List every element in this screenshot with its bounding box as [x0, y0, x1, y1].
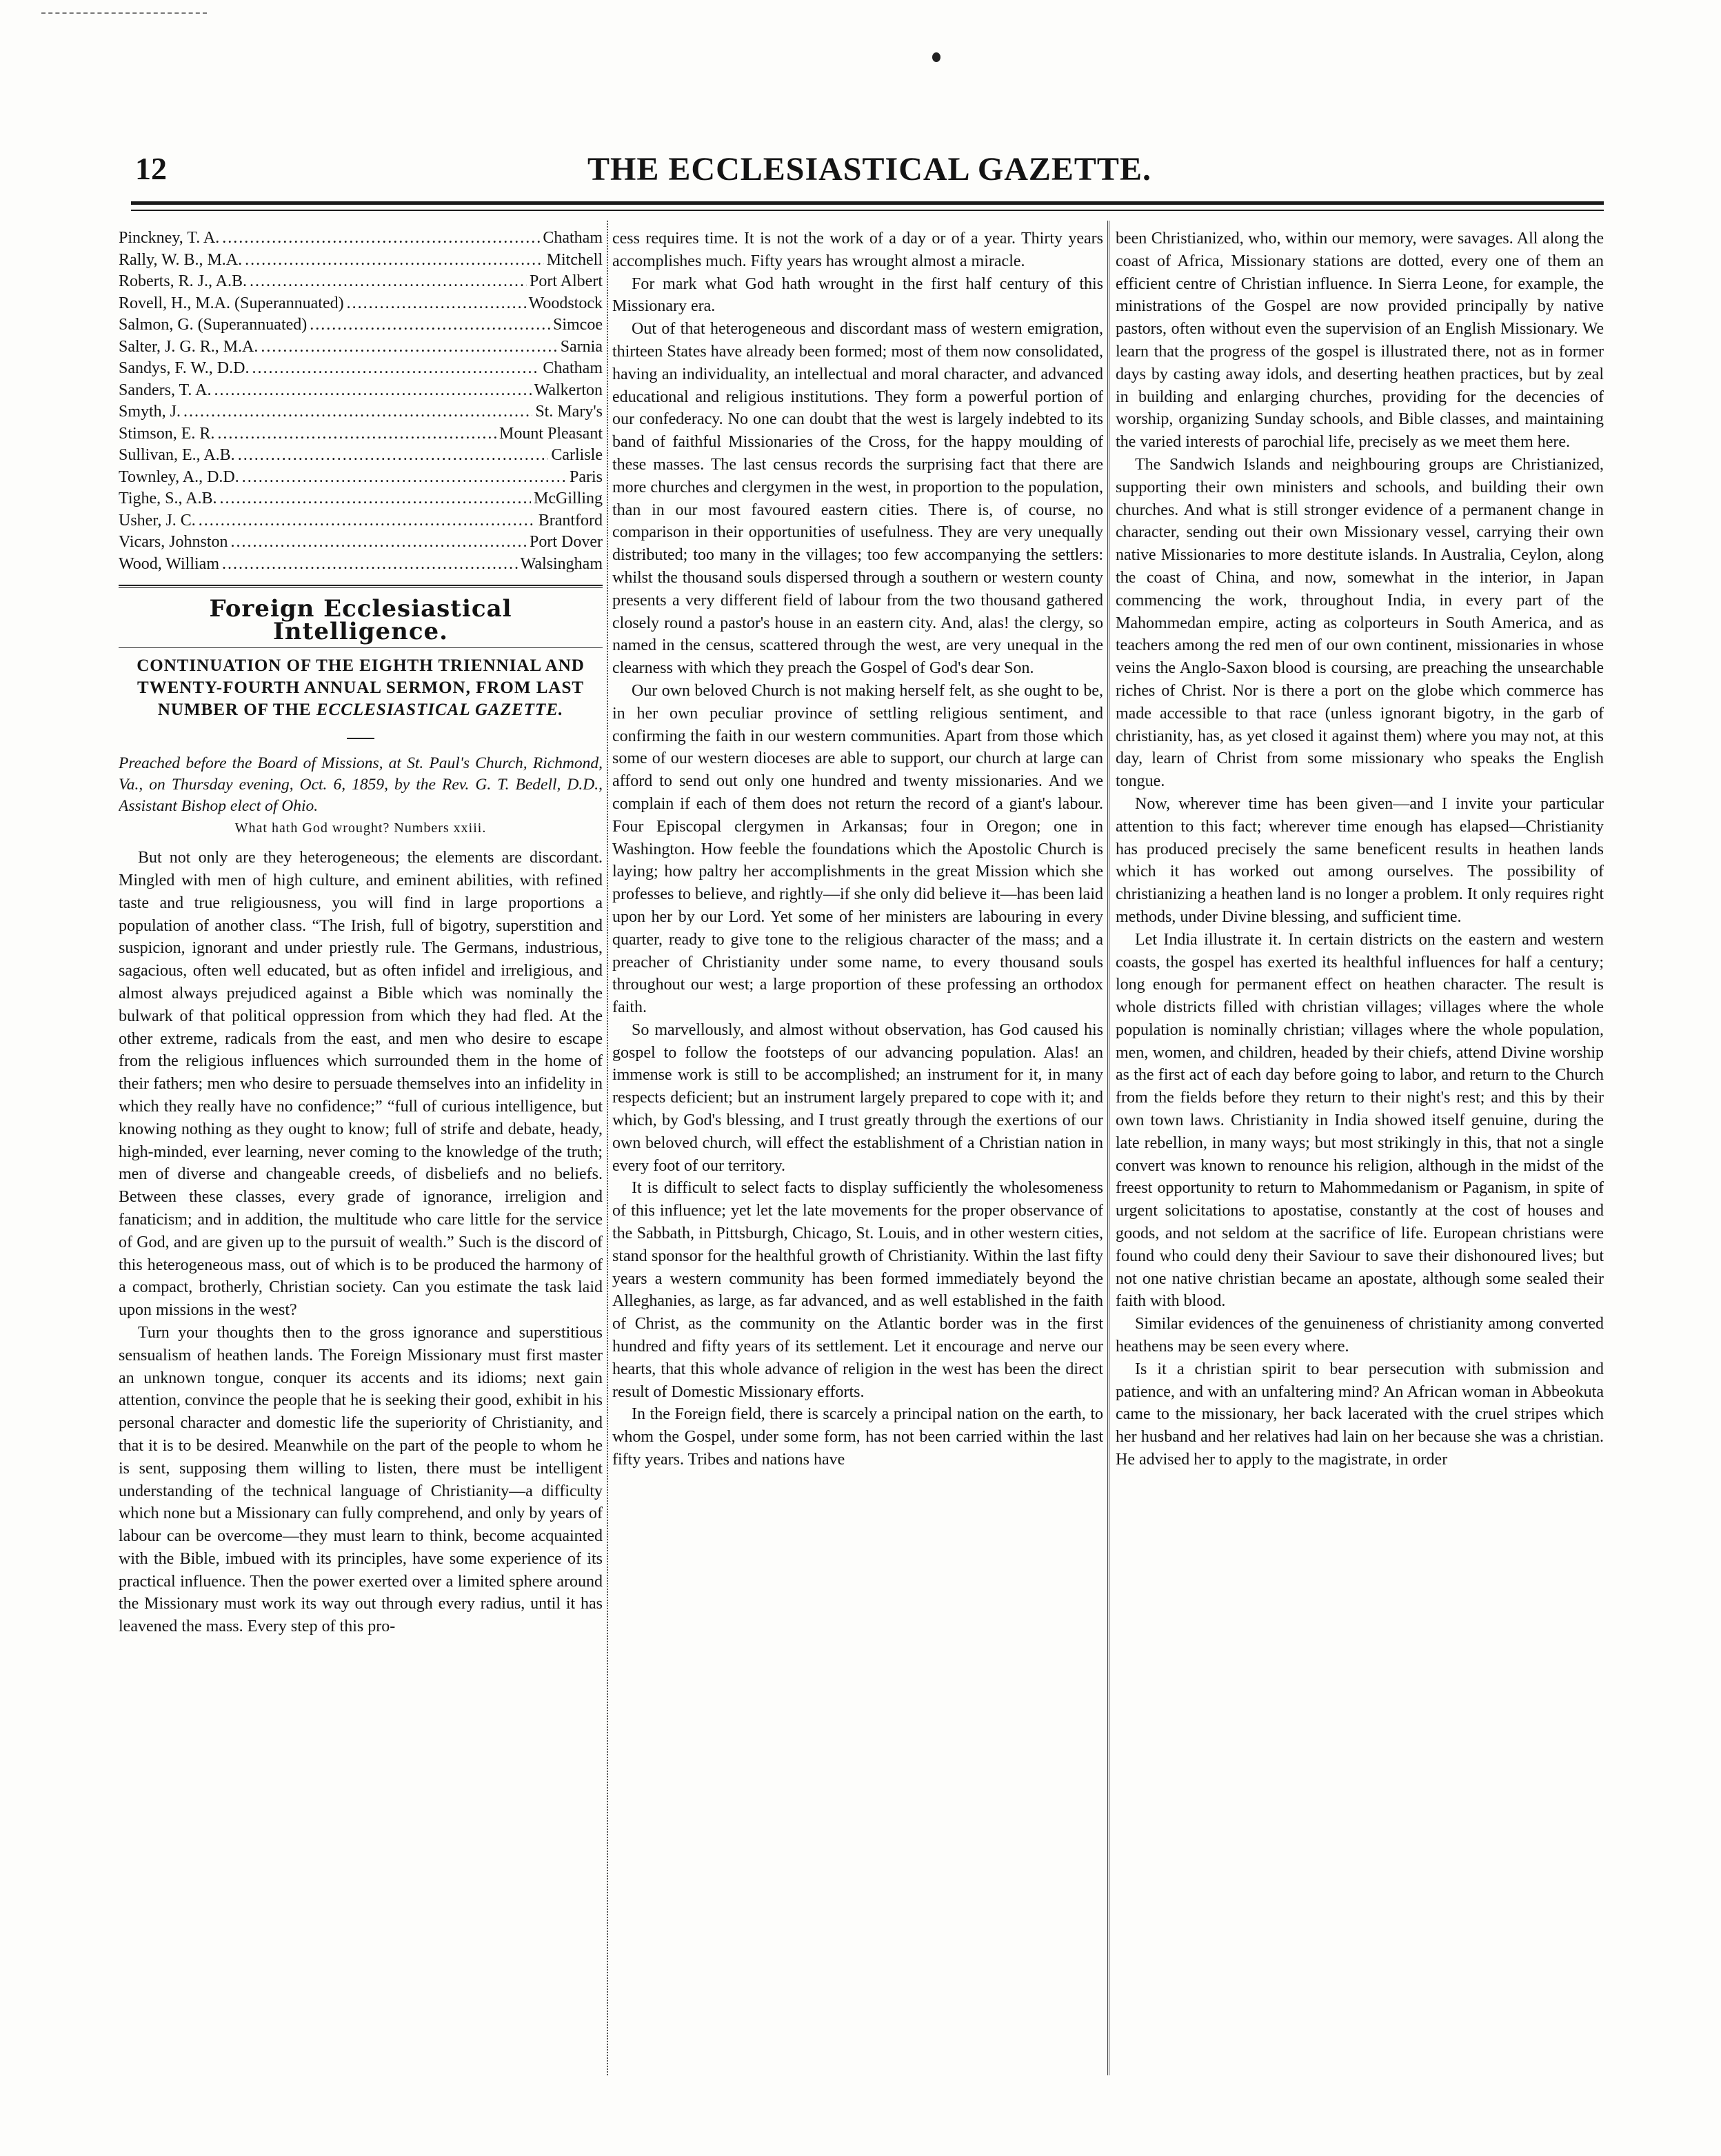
list-item: Smyth, J. ..... St. Mary's	[119, 401, 603, 423]
paragraph: So marvellously, and almost without observation, has God caused his gospel to follow the footsteps of our advancing population. Alas! an immense work is still to be accomplished; an instrument for it, in many respects deficient; but an instrument largely prepared to cope with it; and which, by God's blessing, and I trust greatly through the exertions of our own beloved church, will effect the establishment of a Christian nation in every foot of our territory.	[612, 1020, 1103, 1175]
paragraph: It is difficult to select facts to display sufficiently the wholesomeness of this influence; yet let the late movements for the proper observance of the Sabbath, in Pittsburgh, Chicago, St. Louis, and in other western cities, stand sponsor for the healthful growth of Christianity. Within the last fifty years a western community has been formed immediately beyond the Alleghanies, as large, as far advanced, and as well established in the faith of Christ, as the community on the Atlantic border was in the first hundred and fifty years of its settlement. Let it encourage and nerve our hearts, that this whole advance of religion in the west has been the direct result of Domestic Missionary efforts.	[612, 1179, 1103, 1401]
list-item: Sullivan, E., A.B. ..... Carlisle	[119, 445, 603, 467]
paragraph: Now, wherever time has been given—and I invite your particular attention to this fact; wherever time enough has elapsed—Christianity has produced precisely the same beneficent results in heathen lands which it has worked out among ourselves. The possibility of christianizing a heathen land is no longer a problem. It only requires right methods, under Divine blessing, and sufficient time.	[1116, 794, 1604, 926]
paragraph: In the Foreign field, there is scarcely a principal nation on the earth, to whom the Gospel, under some form, has not been carried within the last fifty years. Tribes and nations have	[612, 1405, 1103, 1469]
divider	[119, 585, 603, 586]
list-item: Sandys, F. W., D.D. ..... Chatham	[119, 358, 603, 380]
paragraph: Out of that heterogeneous and discordant mass of western emigration, thirteen States have already been formed; most of them now consolidated, having an individuality, an intellectual and moral character, and advanced educational and religious institutions. They form a powerful portion of our confederacy. No one can doubt that the west is largely indebted to its band of faithful Missionaries of the Cross, for the happy moulding of these masses. The last census records the surprising fact that there are more churches and clergymen in the west, in proportion to the population, than in our most favoured eastern cities. There is, of course, no comparison in their opportunities of usefulness. They are very unequally distributed; too many in the villages; too few accompanying the settlers: whilst the thousand souls dispersed through a southern or western county presents a very different field of labour from the two thousand gathered closely round a pastor's house in an eastern city. And, alas! the clergy, so named in the census, scattered through the west, are very unequal in the clearness with which they preach the Gospel of God's dear Son.	[612, 320, 1103, 678]
ink-dot	[932, 52, 940, 62]
paragraph: Is it a christian spirit to bear persecution with submission and patience, and with an unfaltering mind? An African woman in Abbeokuta came to the missionary, her back lacerated with the cruel stripes which her husband and her relatives had lain on her because she was a christian. He advised her to apply to the magistrate, in order	[1116, 1360, 1604, 1469]
list-item: Usher, J. C. ..... Brantford	[119, 510, 603, 532]
list-item: Tighe, S., A.B. ..... McGilling	[119, 488, 603, 510]
clergy-list	[119, 228, 603, 575]
header-rule	[131, 201, 1604, 205]
list-item: Vicars, Johnston ..... Port Dover	[119, 532, 603, 554]
header-rule-thin	[131, 210, 1604, 211]
list-item: Salmon, G. (Superannuated) ..... Simcoe	[119, 314, 603, 336]
list-item: Rally, W. B., M.A. ..... Mitchell	[119, 250, 603, 272]
column-2	[612, 228, 1103, 2075]
scan-mark	[41, 12, 207, 18]
paragraph: been Christianized, who, within our memory, were savages. All along the coast of Africa, Missionary stations are dotted, every one of them an efficient centre of Christian influence. In Sierra Leone, for example, the ministrations of the Gospel are now provided principally by native pastors, often without even the supervision of an English Missionary. We learn that the progress of the gospel is illustrated there, not as in former days by casting away idols, and deserting heathen practices, but by zeal in building and enlarging churches, providing for the decencies of worship, organizing Sunday schools, and Bible classes, and maintaining the varied interests of parochial life, precisely as we meet them here.	[1116, 230, 1604, 452]
paragraph: Turn your thoughts then to the gross ignorance and superstitious sensualism of heathen lands. The Foreign Missionary must first master an unknown tongue, conquer its accents and its idioms; next gain attention, convince the people that he is seeking their good, exhibit in his personal character and domestic life the superiority of Christianity, and that it is to be desired. Meanwhile on the part of the people to whom he is sent, supposing them willing to listen, there must be intelligent understanding of the technical language of Christianity—a difficulty which none but a Missionary can fully comprehend, and only by years of labour can be overcome—they must learn to think, become acquainted with the Bible, imbued with its principles, have some experience of its practical influence. Then the power exerted over a limited sphere around the Missionary must work its way out through every radius, until it has leavened the mass. Every step of this pro-	[119, 1323, 603, 1636]
column-3	[1116, 228, 1604, 2075]
article-title: CONTINUATION OF THE EIGHTH TRIENNIAL AND TWENTY-FOURTH ANNUAL SERMON, FROM LAST NUMBER OF THE ECCLESIASTICAL GAZETTE.	[137, 656, 585, 719]
paragraph: Let India illustrate it. In certain districts on the eastern and western coasts, the gospel has exerted its healthful influences for half a century; long enough for permanent effect on heathen character. The result is whole districts filled with christian villages; villages where the whole population is nominally christian; villages where the whole population, men, women, and children, headed by their chiefs, attend Divine worship as the first act of each day before going to labor, and return to the Church from the fields before they return to their night's rest; and this by their own town laws. Christianity in India showed itself genuine, during the late rebellion, in many ways; but most strikingly in this, that not a single convert was known to renounce his religion, although in the midst of the freest opportunity to return to Mahommedanism or Paganism, in spite of urgent solicitations to apostatise, constantly at the cost of houses and goods, and not seldom at the sacrifice of life. European christians were found who could deny their Saviour to save their dishonoured lives; but not one native christian became an apostate, although some sealed their faith with blood.	[1116, 930, 1604, 1311]
column-1	[119, 228, 603, 2075]
scripture-reference: What hath God wrought? Numbers xxiii.	[234, 820, 487, 836]
list-item: Roberts, R. J., A.B. ..... Port Albert	[119, 271, 603, 293]
list-item: Salter, J. G. R., M.A. ..... Sarnia	[119, 336, 603, 359]
paragraph: cess requires time. It is not the work of a day or of a year. Thirty years accomplishes much. Fifty years has wrought almost a miracle.	[612, 230, 1103, 270]
page-header	[135, 150, 1604, 192]
paragraph: Similar evidences of the genuineness of christianity among converted heathens may be seen every where.	[1116, 1315, 1604, 1356]
preached-note: Preached before the Board of Missions, at St. Paul's Church, Richmond, Va., on Thursday evening, Oct. 6, 1859, by the Rev. G. T. Bedell, D.D., Assistant Bishop elect of Ohio.	[119, 754, 603, 816]
paragraph: For mark what God hath wrought in the first half century of this Missionary era.	[612, 274, 1103, 316]
list-item: Townley, A., D.D. ..... Paris	[119, 467, 603, 489]
paragraph: Our own beloved Church is not making herself felt, as she ought to be, in her own peculiar province of settling religious sentiment, and confirming the faith in our western communities. Apart from those which some of our western dioceses are able to support, our church at large can afford to send out only one hundred and twenty missionaries. And we complain if each of them does not return the record of a giant's labour. Four Episcopal clergymen in Arkansas; four in Oregon; one in Washington. How feeble the foundations which the Apostolic Church is laying; how paltry her accomplishments in the great Mission which she professes to believe, and rightly—if she only did believe it—has been laid upon her by our Lord. Yet some of her ministers are labouring in every quarter, ready to give tone to the religious character of the mass; and a preacher of Christianity under some name, to every thousand souls throughout our west; a large proportion of these professing an orthodox faith.	[612, 681, 1103, 1017]
list-item: Stimson, E. R. ..... Mount Pleasant	[119, 423, 603, 445]
section-heading: Foreign Ecclesiastical Intelligence.	[209, 595, 512, 645]
list-item: Rovell, H., M.A. (Superannuated) ..... Woodstock	[119, 293, 603, 315]
paragraph: But not only are they heterogeneous; the elements are discordant. Mingled with men of high culture, and eminent abilities, with refined taste and true religiousness, you will find in large proportions a population of another class. “The Irish, full of bigotry, superstition and suspicion, ignorant and under priestly rule. The Germans, industrious, sagacious, often well educated, but as often infidel and irreligious, and almost always prejudiced against a Bible which was nominally the bulwark of that political oppression from which they had fled. At the other extreme, radicals from the east, and men who desire to escape from the religious influences which surrounded them in the home of their fathers; men who desire to persuade themselves into an infidelity in which they really have no confidence;” “full of curious intelligence, but knowing nothing as they ought to know; full of strife and debate, heady, high-minded, ever learning, never coming to the knowledge of the truth; men of diverse and changeable creeds, of disbeliefs and no beliefs. Between these classes, every grade of ignorance, irreligion and fanaticism; and in addition, the multitude who care little for the service of God, and are given up to the pursuit of wealth.” Such is the discord of this heterogeneous mass, out of which is to be produced the harmony of a compact, brotherly, Christian society. Can you estimate the task laid upon missions in the west?	[119, 849, 603, 1320]
paragraph: The Sandwich Islands and neighbouring groups are Christianized, supporting their own ministers and schools, and building their own churches. And what is still stronger evidence of a permanent change in character, sending out their own Missionary vessel, carrying their own native Missionaries to more destitute islands. In Australia, Ceylon, along the coast of China, and now, somewhat in the interior, in Japan commencing the work, throughout India, in every part of the Mahommedan empire, acting as colporteurs in South America, and as teachers among the red men of our own continent, missionaries in whose veins the Anglo-Saxon blood is coursing, are preaching the unsearchable riches of Christ. Nor is there a port on the globe which commerce has made accessible to that race (unless ignorant bigotry, in the garb of christianity, has, as yet closed it against them) where you may not, at this day, learn of Christ from some missionary who speaks the English tongue.	[1116, 455, 1604, 791]
list-item: Sanders, T. A. ..... Walkerton	[119, 380, 603, 402]
divider	[119, 587, 603, 588]
list-item: Wood, William ..... Walsingham	[119, 554, 603, 576]
article-title-italic: ECCLESIASTICAL GAZETTE.	[316, 700, 564, 719]
column-separator	[1107, 221, 1114, 2075]
list-item: Pinckney, T. A. ..... Chatham	[119, 228, 603, 250]
divider	[119, 647, 603, 648]
publication-title: THE ECCLESIASTICAL GAZETTE.	[587, 151, 1151, 188]
divider	[119, 727, 603, 749]
page-number: 12	[135, 151, 167, 186]
column-separator	[607, 221, 610, 2075]
